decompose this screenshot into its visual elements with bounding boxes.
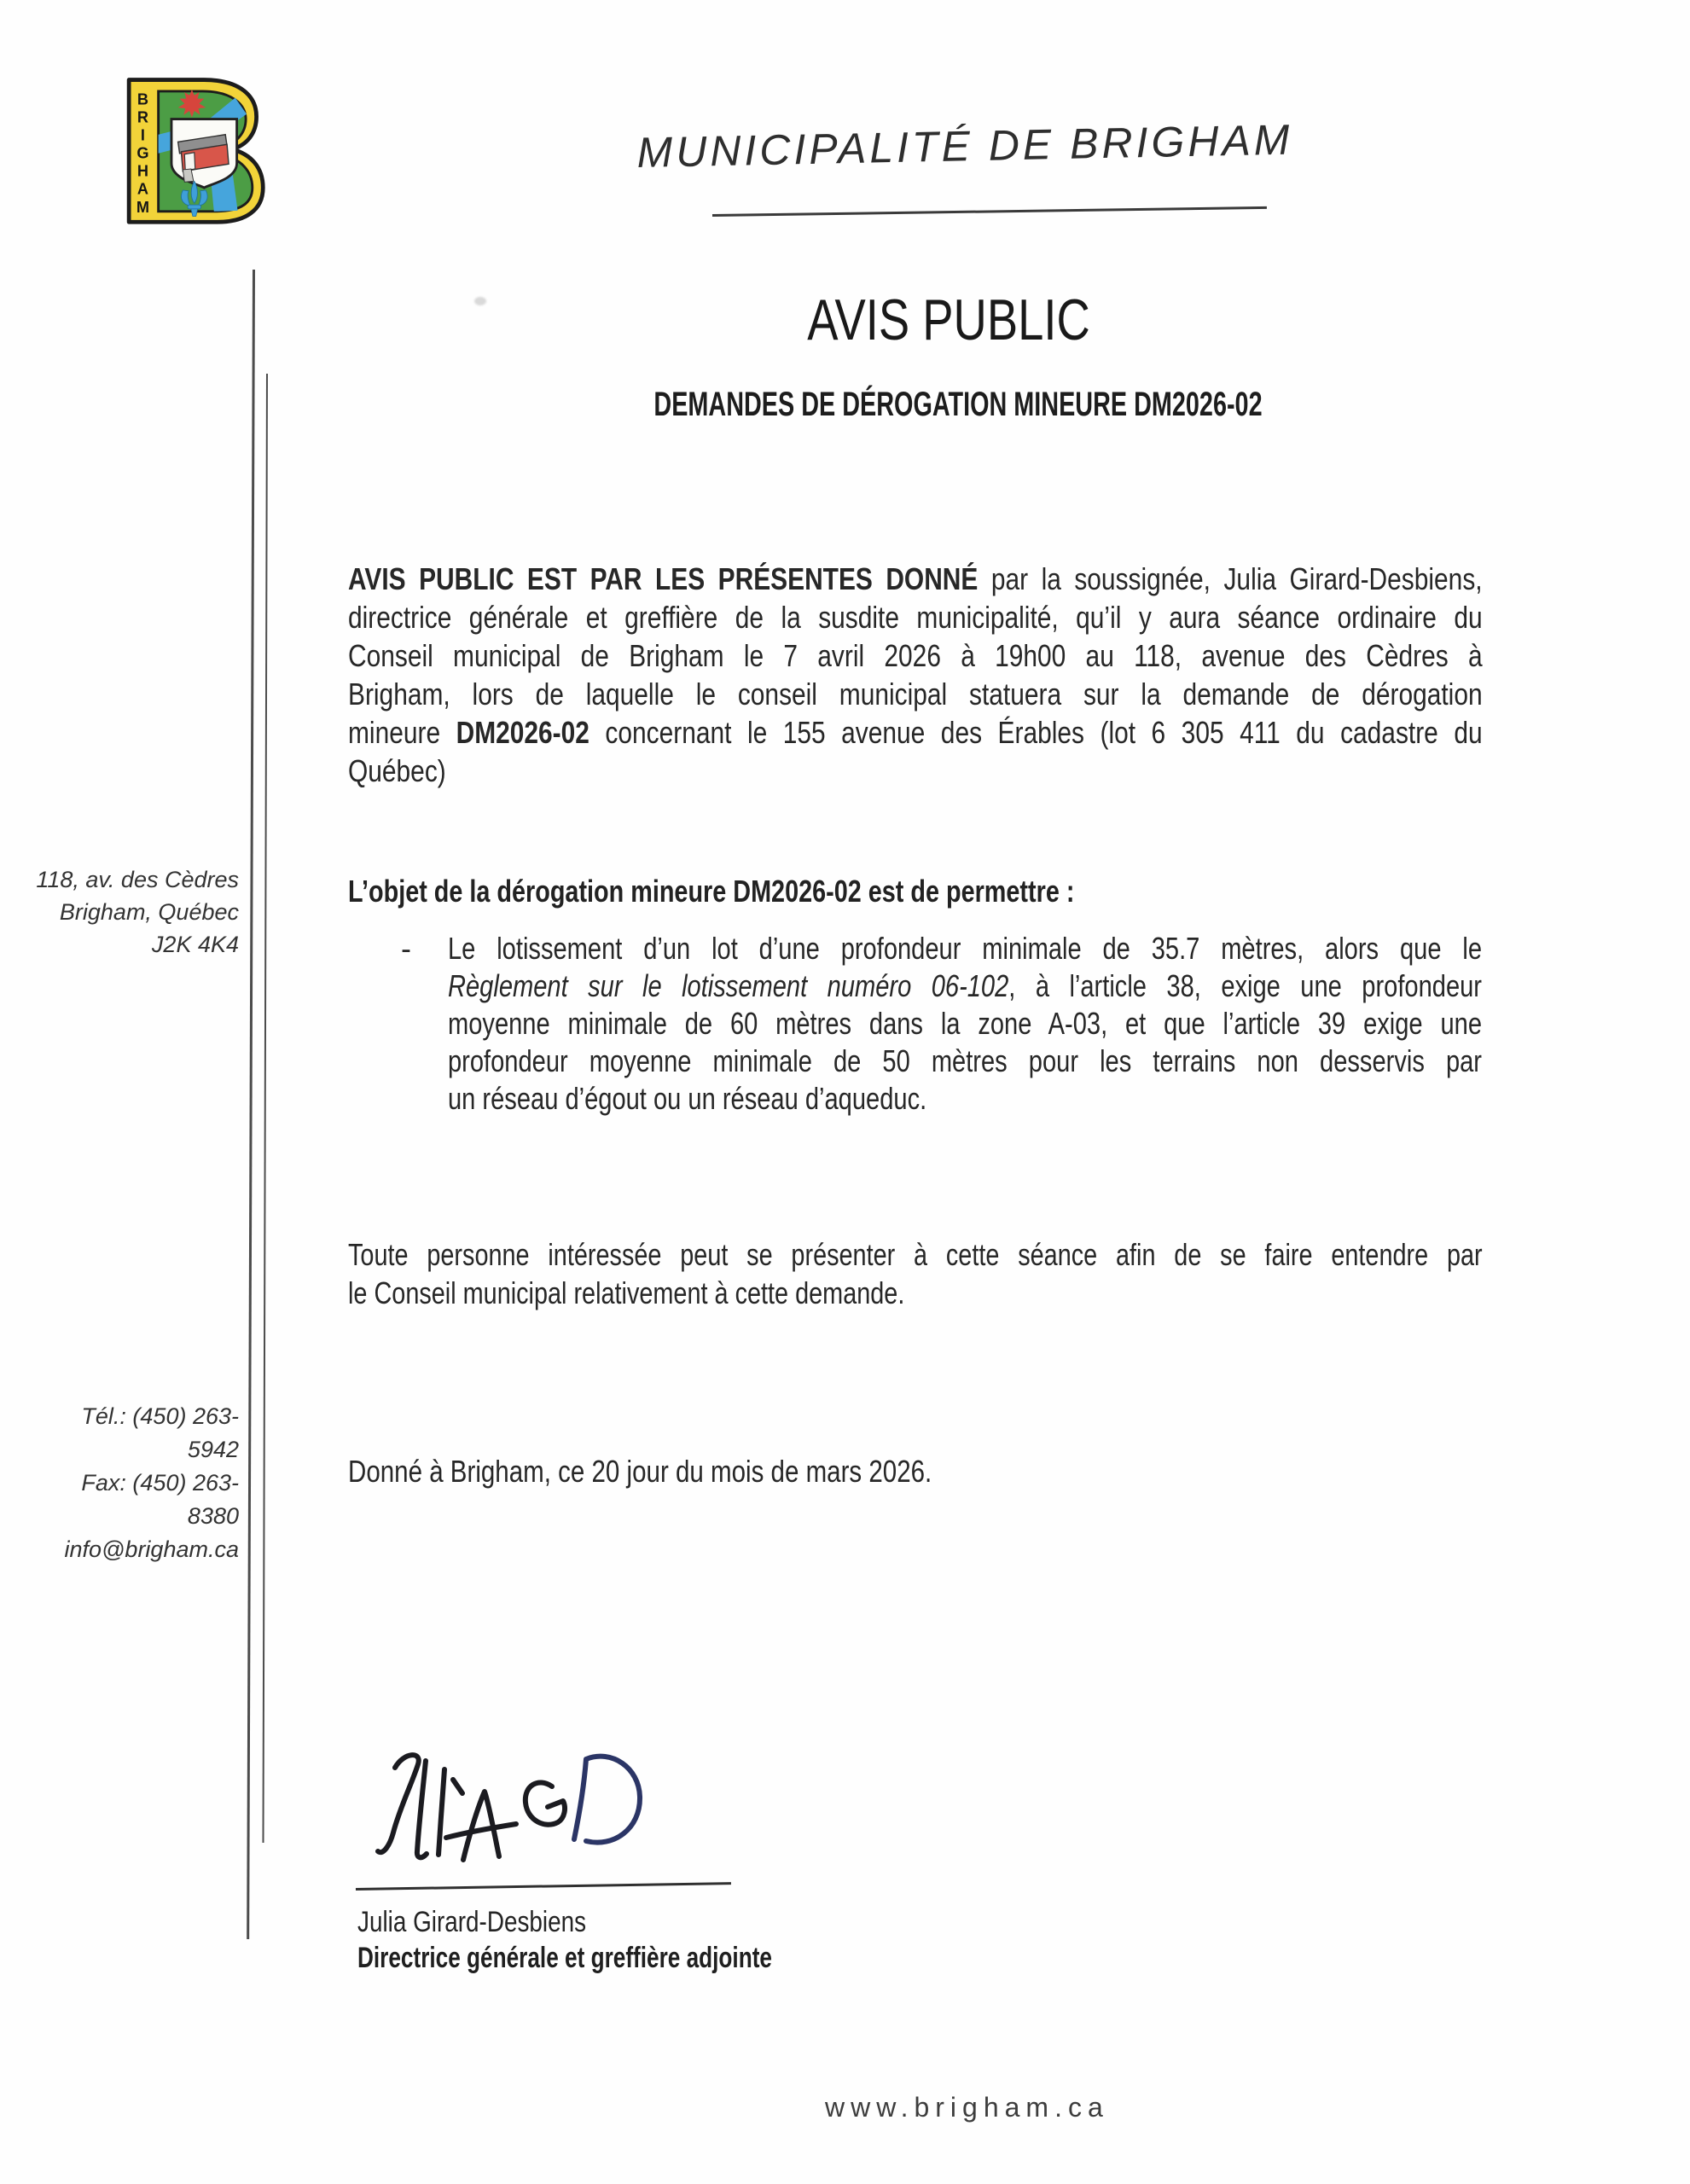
logo-b-emblem xyxy=(113,72,268,227)
signatory-title: Directrice générale et greffière adjointe xyxy=(357,1942,772,1974)
phone-line: Tél.: (450) 263-5942 xyxy=(81,1403,239,1462)
signature-stroke-g xyxy=(526,1782,565,1824)
svg-text:A: A xyxy=(136,180,149,198)
signature-stroke-i-accent xyxy=(453,1780,462,1793)
text-line: moyenne minimale de 60 mètres dans la zone A-03, et que l’article 39 exige une xyxy=(448,1006,1482,1041)
margin-rule-right xyxy=(262,374,268,1843)
svg-text:B: B xyxy=(136,90,149,108)
letterhead-divider xyxy=(712,206,1267,217)
handwritten-signature xyxy=(371,1749,644,1885)
signature-stroke-u xyxy=(417,1761,427,1857)
page-subtitle: DEMANDES DE DÉROGATION MINEURE DM2026-02 xyxy=(653,386,1263,423)
scan-speck xyxy=(474,297,486,305)
svg-text:R: R xyxy=(136,108,149,126)
address-line: Brigham, Québec xyxy=(59,899,239,925)
signature-stroke-d xyxy=(574,1757,640,1843)
bullet-item-derogation xyxy=(448,930,1482,1118)
page-title: AVIS PUBLIC xyxy=(807,288,1090,352)
margin-rule-left xyxy=(247,270,254,1939)
sidebar-address xyxy=(31,863,239,961)
text-line: Règlement sur le lotissement numéro 06-102, à l’article 38, exige une profondeur xyxy=(448,968,1482,1003)
signatory-name: Julia Girard-Desbiens xyxy=(357,1906,587,1938)
svg-text:G: G xyxy=(136,144,149,162)
text-line: mineure DM2026-02 concernant le 155 avenue des Érables (lot 6 305 411 du cadastre du xyxy=(348,715,1483,750)
svg-text:H: H xyxy=(136,162,149,180)
organization-name: MUNICIPALITÉ DE BRIGHAM xyxy=(636,115,1293,177)
brigham-municipal-logo-icon xyxy=(113,72,268,227)
website-footer: www.brigham.ca xyxy=(825,2092,1109,2123)
svg-text:I: I xyxy=(140,126,145,144)
text-line: Québec) xyxy=(348,753,446,788)
email-line: info@brigham.ca xyxy=(64,1536,239,1562)
sidebar-contact xyxy=(31,1400,239,1566)
fax-line: Fax: (450) 263-8380 xyxy=(81,1470,239,1529)
bullet-marker: - xyxy=(401,931,411,966)
logo-bridge-arch xyxy=(184,153,195,171)
text-line: Conseil municipal de Brigham le 7 avril 2026 à 19h00 au 118, avenue des Cèdres à xyxy=(348,638,1483,673)
text-line: Toute personne intéressée peut se présenter à cette séance afin de se faire entendre par xyxy=(348,1237,1483,1272)
dated-at-line: Donné à Brigham, ce 20 jour du mois de mars 2026. xyxy=(348,1454,932,1489)
text-line: un réseau d’égout ou un réseau d’aqueduc. xyxy=(448,1081,927,1116)
svg-text:M: M xyxy=(136,198,150,216)
paragraph-notice-intro xyxy=(348,560,1483,790)
paragraph-public-invitation xyxy=(348,1235,1483,1312)
signature-stroke-l xyxy=(438,1769,444,1855)
signature-stroke-j xyxy=(378,1755,419,1852)
text-line: profondeur moyenne minimale de 50 mètres pour les terrains non desservis par xyxy=(448,1043,1482,1078)
address-line: 118, av. des Cèdres xyxy=(36,867,239,892)
logo-brigham-letters xyxy=(136,90,149,215)
section-heading-objet: L’objet de la dérogation mineure DM2026-02 est de permettre : xyxy=(348,874,1075,909)
text-line: AVIS PUBLIC EST PAR LES PRÉSENTES DONNÉ par la soussignée, Julia Girard-Desbiens, xyxy=(348,561,1483,596)
text-line: directrice générale et greffière de la susdite municipalité, qu’il y aura séance ordinaire du xyxy=(348,600,1483,635)
signature-stroke-a-crossbar xyxy=(446,1824,516,1838)
text-line: Brigham, lors de laquelle le conseil municipal statuera sur la demande de dérogation xyxy=(348,677,1483,712)
text-line: Le lotissement d’un lot d’une profondeur minimale de 35.7 mètres, alors que le xyxy=(448,931,1482,966)
text-line: le Conseil municipal relativement à cette demande. xyxy=(348,1275,905,1310)
address-line: J2K 4K4 xyxy=(151,932,239,957)
